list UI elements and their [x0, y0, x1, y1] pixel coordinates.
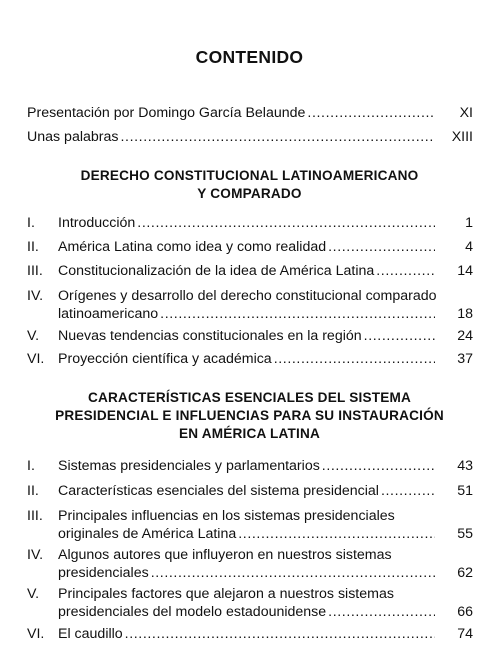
toc-entry[interactable]	[27, 625, 473, 643]
toc-entry-text: originales de América Latina	[58, 526, 237, 542]
toc-entry-number: V.	[27, 586, 40, 602]
toc-entry[interactable]	[27, 350, 473, 368]
toc-page-number: XIII	[451, 129, 473, 145]
toc-entry-text: latinoamericano	[58, 306, 159, 322]
toc-entry-unas-palabras[interactable]	[27, 128, 473, 146]
toc-entry-text: presidenciales	[58, 565, 149, 581]
toc-entry-number: III.	[27, 508, 43, 524]
toc-entry-text: Unas palabras	[27, 129, 119, 145]
leader-dots	[137, 214, 435, 232]
toc-entry-text: Introducción	[58, 215, 136, 231]
section-heading-line: PRESIDENCIAL E INFLUENCIAS PARA SU INSTAURACIÓN	[55, 408, 444, 423]
section-heading-line: EN AMÉRICA LATINA	[178, 426, 321, 441]
toc-entry-text: Sistemas presidenciales y parlamentarios	[58, 458, 320, 474]
section-heading-line: CARACTERÍSTICAS ESENCIALES DEL SISTEMA	[87, 390, 412, 405]
toc-page-number: XI	[459, 105, 473, 121]
toc-entry-number: III.	[27, 263, 43, 279]
leader-dots	[328, 238, 435, 256]
toc-page-number: 1	[465, 215, 473, 231]
leader-dots	[364, 327, 435, 345]
toc-entry-text: Principales influencias en los sistemas presidenciales	[58, 508, 395, 524]
leader-dots	[151, 564, 435, 582]
toc-entry-number: VI.	[27, 351, 45, 367]
toc-entry-text: Orígenes y desarrollo del derecho constitucional comparado	[58, 288, 437, 304]
section-heading	[0, 389, 499, 443]
toc-entry[interactable]	[27, 585, 473, 621]
toc-entry-text: América Latina como idea y como realidad	[58, 239, 327, 255]
section-heading-line: Y COMPARADO	[197, 186, 302, 201]
toc-page-number: 4	[465, 239, 473, 255]
toc-page-number: 37	[457, 351, 473, 367]
toc-entry[interactable]	[27, 327, 473, 345]
toc-page-number: 66	[457, 604, 473, 620]
section-heading	[0, 167, 499, 203]
toc-entry-number: I.	[27, 458, 35, 474]
toc-entry-text: Algunos autores que influyeron en nuestros sistemas	[58, 547, 392, 563]
leader-dots	[307, 104, 435, 122]
toc-entry-text: Nuevas tendencias constitucionales en la región	[58, 328, 362, 344]
toc-page-number: 24	[457, 328, 473, 344]
toc-page-number: 55	[457, 526, 473, 542]
toc-entry[interactable]	[27, 238, 473, 256]
toc-page-number: 51	[457, 483, 473, 499]
toc-entry-text: Constitucionalización de la idea de América Latina	[58, 263, 375, 279]
toc-entry[interactable]	[27, 507, 473, 543]
toc-entry[interactable]	[27, 287, 473, 323]
toc-page-number: 14	[457, 263, 473, 279]
toc-entry-number: V.	[27, 328, 40, 344]
toc-entry-text: presidenciales del modelo estadounidense	[58, 604, 327, 620]
toc-page-number: 62	[457, 565, 473, 581]
toc-entry-number: I.	[27, 215, 35, 231]
toc-page-number: 18	[457, 306, 473, 322]
toc-page-number: 43	[457, 458, 473, 474]
toc-entry-presentacion[interactable]	[27, 104, 473, 122]
leader-dots	[376, 262, 435, 280]
toc-page-number: 74	[457, 626, 473, 642]
toc-entry[interactable]	[27, 214, 473, 232]
toc-entry-text: Presentación por Domingo García Belaunde	[27, 105, 306, 121]
toc-entry-text: Características esenciales del sistema presidencial	[58, 483, 379, 499]
leader-dots	[381, 482, 435, 500]
leader-dots	[238, 525, 435, 543]
leader-dots	[125, 625, 435, 643]
toc-entry-number: II.	[27, 239, 39, 255]
leader-dots	[274, 350, 435, 368]
toc-entry[interactable]	[27, 546, 473, 582]
toc-entry-number: IV.	[27, 547, 44, 563]
leader-dots	[328, 603, 435, 621]
toc-entry-text: Principales factores que alejaron a nuestros sistemas	[58, 586, 394, 602]
toc-entry-number: II.	[27, 483, 39, 499]
toc-entry-text: El caudillo	[58, 626, 123, 642]
leader-dots	[322, 457, 435, 475]
toc-entry[interactable]	[27, 262, 473, 280]
toc-entry-text: Proyección científica y académica	[58, 351, 272, 367]
toc-entry-number: VI.	[27, 626, 45, 642]
section-heading-line: DERECHO CONSTITUCIONAL LATINOAMERICANO	[80, 168, 419, 183]
toc-entry[interactable]	[27, 482, 473, 500]
leader-dots	[121, 128, 436, 146]
toc-entry-number: IV.	[27, 288, 44, 304]
leader-dots	[160, 305, 435, 323]
page-title: CONTENIDO	[195, 47, 304, 67]
toc-entry[interactable]	[27, 457, 473, 475]
